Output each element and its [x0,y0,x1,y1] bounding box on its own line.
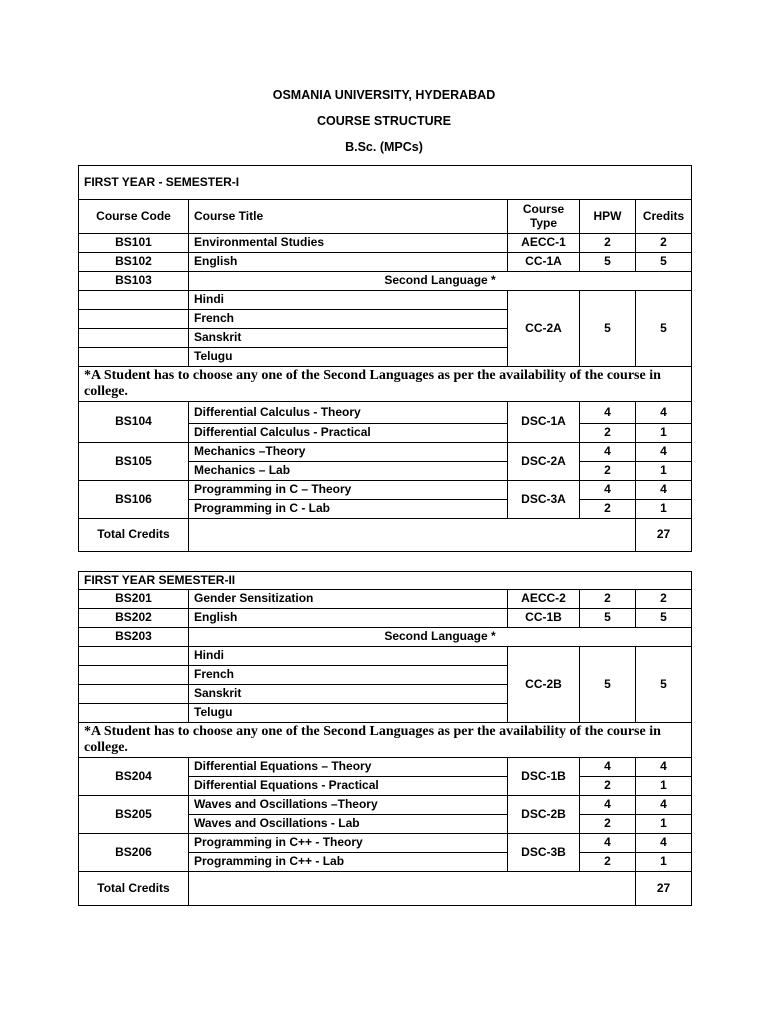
second-language-label: Second Language * [189,272,692,291]
course-code: BS204 [79,758,189,796]
language-option: Telugu [189,348,508,367]
course-hpw: 4 [580,481,636,500]
document-title: COURSE STRUCTURE [316,114,452,128]
course-code: BS101 [79,234,189,253]
course-code: BS106 [79,481,189,519]
course-hpw: 2 [580,777,636,796]
course-credits: 1 [636,777,692,796]
column-header-code: Course Code [79,200,189,234]
total-credits-label: Total Credits [79,872,189,906]
course-title: Environmental Studies [189,234,508,253]
course-hpw: 5 [580,253,636,272]
program-name: B.Sc. (MPCs) [345,140,423,154]
course-title: Differential Calculus - Practical [189,424,508,443]
course-hpw: 2 [580,500,636,519]
course-title: Gender Sensitization [189,590,508,609]
course-title: English [189,253,508,272]
course-credits: 2 [636,590,692,609]
course-hpw: 4 [580,796,636,815]
course-hpw: 2 [580,424,636,443]
semester-heading: FIRST YEAR - SEMESTER-I [79,166,692,200]
course-title: Waves and Oscillations - Lab [189,815,508,834]
course-credits: 4 [636,758,692,777]
course-credits: 1 [636,500,692,519]
semester-1-table [78,165,692,552]
table-row [79,590,692,609]
course-type: DSC-3B [508,834,580,872]
semester-2-table [78,571,692,906]
course-credits: 5 [636,291,692,367]
course-code: BS105 [79,443,189,481]
language-option: Sanskrit [189,685,508,704]
total-credits-value: 27 [636,872,692,906]
course-credits: 4 [636,402,692,424]
course-type: AECC-1 [508,234,580,253]
course-title: Differential Calculus - Theory [189,402,508,424]
course-type: DSC-3A [508,481,580,519]
column-header-credits: Credits [636,200,692,234]
course-hpw: 5 [580,291,636,367]
language-option: Sanskrit [189,329,508,348]
second-language-note: *A Student has to choose any one of the Second Languages as per the availability of the course in college. [79,367,692,402]
course-title: English [189,609,508,628]
language-option: Telugu [189,704,508,723]
course-hpw: 5 [580,647,636,723]
course-credits: 5 [636,609,692,628]
language-option: Hindi [189,291,508,310]
total-credits-label: Total Credits [79,519,189,552]
course-code: BS102 [79,253,189,272]
course-code: BS202 [79,609,189,628]
course-code: BS104 [79,402,189,443]
course-type: CC-1A [508,253,580,272]
language-option: French [189,666,508,685]
course-code: BS206 [79,834,189,872]
second-language-row [79,272,692,291]
course-credits: 1 [636,462,692,481]
course-type: DSC-2A [508,443,580,481]
course-hpw: 4 [580,443,636,462]
course-credits: 1 [636,815,692,834]
university-name: OSMANIA UNIVERSITY, HYDERABAD [272,88,496,102]
column-header-hpw: HPW [580,200,636,234]
course-hpw: 2 [580,462,636,481]
course-type: DSC-1B [508,758,580,796]
table-row [79,234,692,253]
course-type: DSC-2B [508,796,580,834]
language-option: Hindi [189,647,508,666]
course-hpw: 5 [580,609,636,628]
course-title: Mechanics –Theory [189,443,508,462]
course-hpw: 4 [580,758,636,777]
course-code: BS201 [79,590,189,609]
course-hpw: 2 [580,590,636,609]
course-credits: 4 [636,481,692,500]
total-credits-value: 27 [636,519,692,552]
course-code: BS103 [79,272,189,291]
table-row [79,609,692,628]
course-credits: 4 [636,796,692,815]
course-hpw: 4 [580,402,636,424]
course-title: Programming in C++ - Theory [189,834,508,853]
course-type: AECC-2 [508,590,580,609]
course-credits: 1 [636,853,692,872]
course-hpw: 2 [580,815,636,834]
course-credits: 4 [636,834,692,853]
course-type: CC-1B [508,609,580,628]
semester-heading: FIRST YEAR SEMESTER-II [79,572,692,590]
course-title: Programming in C – Theory [189,481,508,500]
course-credits: 4 [636,443,692,462]
course-code: BS205 [79,796,189,834]
course-title: Programming in C++ - Lab [189,853,508,872]
course-hpw: 2 [580,853,636,872]
course-title: Waves and Oscillations –Theory [189,796,508,815]
course-credits: 1 [636,424,692,443]
course-hpw: 4 [580,834,636,853]
column-header-type: Course Type [508,200,580,234]
second-language-note: *A Student has to choose any one of the Second Languages as per the availability of the course in college. [79,723,692,758]
course-title: Mechanics – Lab [189,462,508,481]
course-code: BS203 [79,628,189,647]
course-hpw: 2 [580,234,636,253]
second-language-row [79,628,692,647]
course-type: DSC-1A [508,402,580,443]
course-type: CC-2A [508,291,580,367]
course-title: Programming in C - Lab [189,500,508,519]
course-type: CC-2B [508,647,580,723]
table-row [79,253,692,272]
course-credits: 5 [636,647,692,723]
course-credits: 2 [636,234,692,253]
course-title: Differential Equations – Theory [189,758,508,777]
course-title: Differential Equations - Practical [189,777,508,796]
course-credits: 5 [636,253,692,272]
second-language-label: Second Language * [189,628,692,647]
column-header-title: Course Title [189,200,508,234]
language-option: French [189,310,508,329]
